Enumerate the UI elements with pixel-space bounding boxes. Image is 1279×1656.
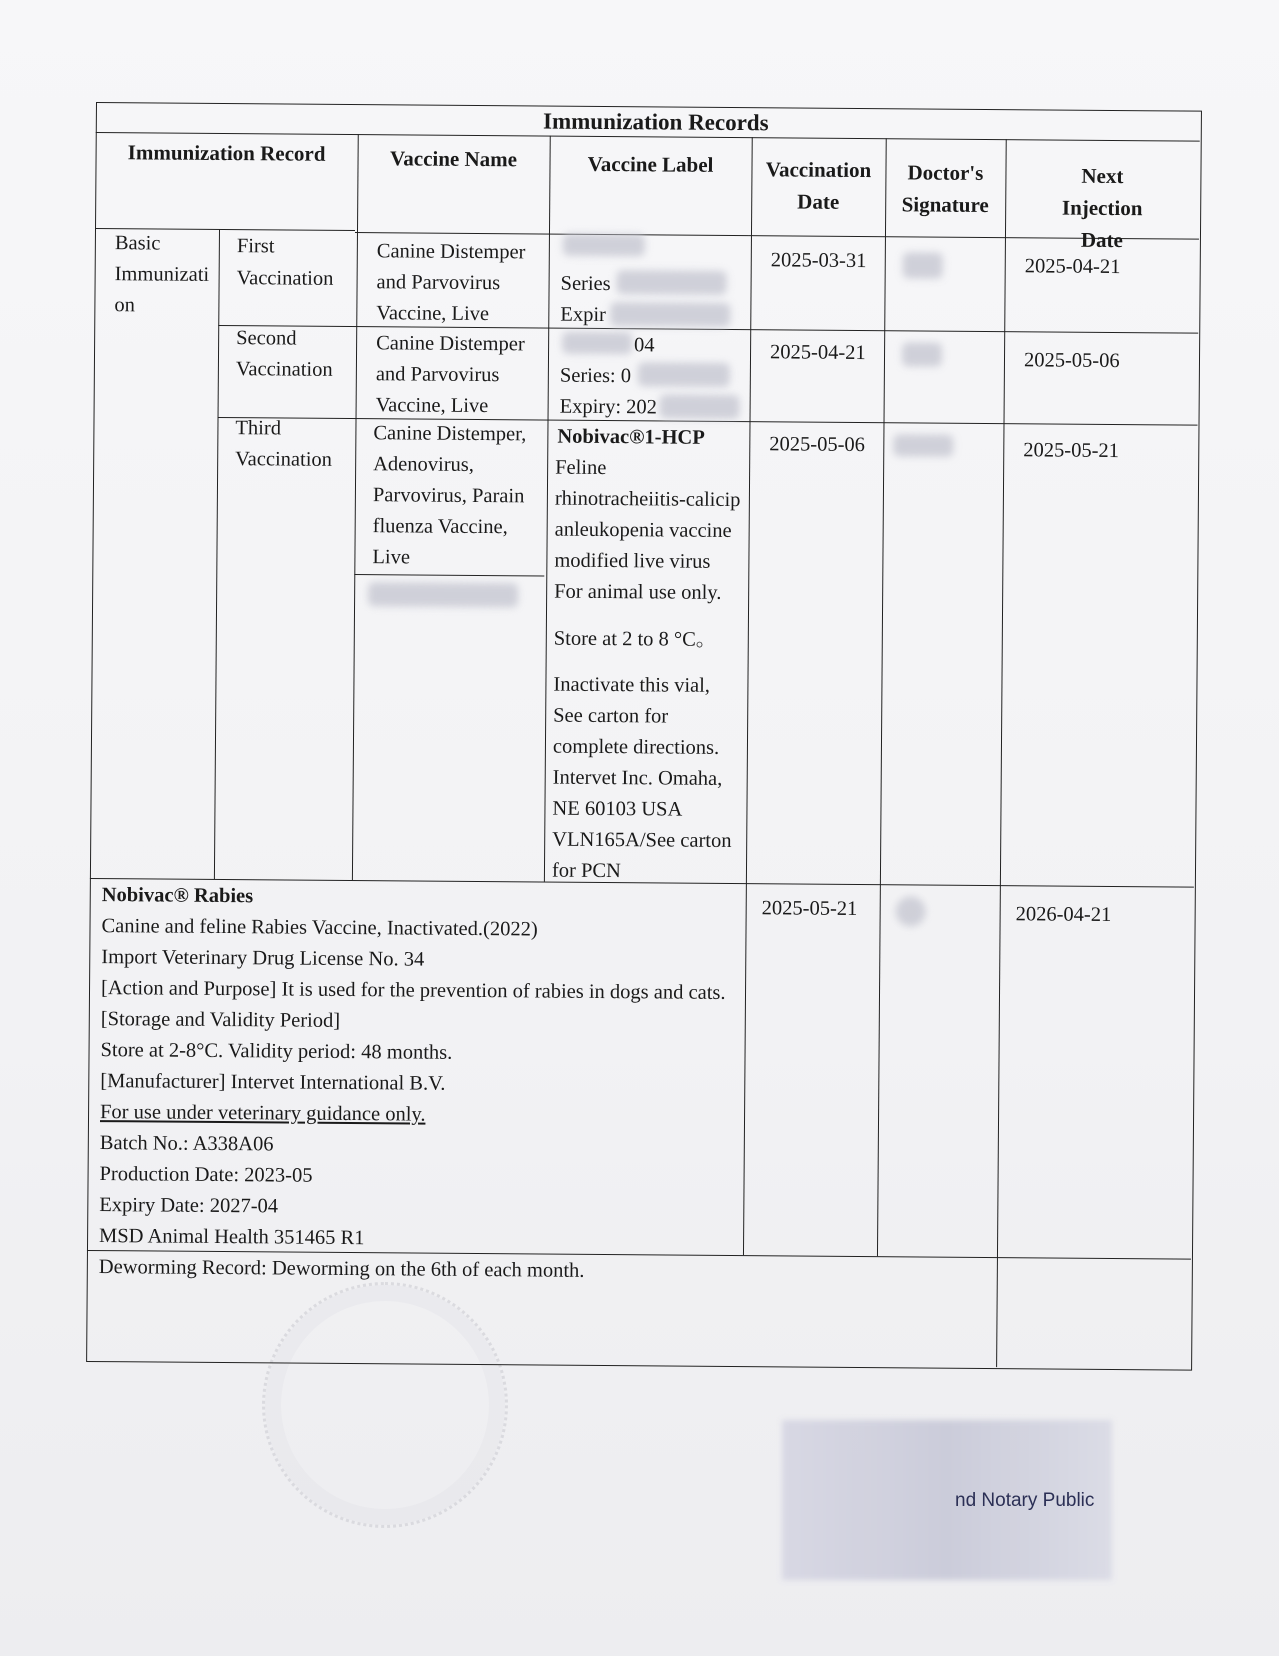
row3-label-3: anleukopenia vaccine <box>554 518 732 543</box>
row3-label-6: Store at 2 to 8 °C。 <box>553 627 717 651</box>
basic-immunization-label-2: Immunizati <box>114 263 210 286</box>
row3-label-5: For animal use only. <box>554 580 722 604</box>
basic-immunization-label-3: on <box>114 294 135 317</box>
row1-vaccination-date: 2025-03-31 <box>770 249 867 273</box>
header-next-injection-line3: Date <box>1080 227 1124 253</box>
redacted-signature-row3 <box>893 434 953 456</box>
immunization-document <box>86 102 1202 1371</box>
rabies-line-3: [Action and Purpose] It is used for the prevention of rabies in dogs and cats. <box>100 977 726 1004</box>
row2-vaccine-name-2: and Parvovirus <box>375 363 500 387</box>
header-vaccination-date-line2: Date <box>797 189 840 214</box>
row3-label-7: Inactivate this vial, <box>553 673 711 697</box>
rabies-vaccination-date: 2025-05-21 <box>761 897 858 921</box>
row2-label-expiry: Expiry: 202 <box>559 395 658 419</box>
row3-label-4: modified live virus <box>554 549 711 573</box>
row3-label-10: Intervet Inc. Omaha, <box>552 766 723 790</box>
deworming-record: Deworming Record: Deworming on the 6th of each month. <box>98 1256 585 1282</box>
rabies-title: Nobivac® Rabies <box>101 884 254 908</box>
row1-vaccine-name-3: Vaccine, Live <box>376 302 490 326</box>
stage-first-line2: Vaccination <box>236 267 334 290</box>
header-doctor-signature-line2: Signature <box>901 192 989 218</box>
redacted-vaccine-name-row3 <box>368 582 518 607</box>
row3-next-injection: 2025-05-21 <box>1023 439 1120 463</box>
row3-label-1: Feline <box>555 456 607 480</box>
row3-label-title: Nobivac®1-HCP <box>557 425 705 449</box>
redacted-signature-row1 <box>903 252 943 278</box>
rabies-line-5: Store at 2-8°C. Validity period: 48 months. <box>100 1039 453 1064</box>
rabies-guidance: For use under veterinary guidance only. <box>99 1101 426 1126</box>
rabies-production-date: Production Date: 2023-05 <box>99 1163 313 1187</box>
redacted-label-row2a <box>562 332 632 355</box>
rabies-line-4: [Storage and Validity Period] <box>100 1008 341 1032</box>
rabies-msd: MSD Animal Health 351465 R1 <box>99 1225 365 1250</box>
redacted-label-row1c <box>610 302 730 327</box>
row2-vaccine-name-3: Vaccine, Live <box>375 394 489 418</box>
row3-label-12: VLN165A/See carton <box>552 828 732 853</box>
redacted-signature-row2 <box>902 342 942 366</box>
row2-vaccination-date: 2025-04-21 <box>769 341 866 365</box>
notary-public-text: nd Notary Public <box>955 1490 1095 1511</box>
redacted-label-row2c <box>660 394 740 419</box>
rabies-batch: Batch No.: A338A06 <box>99 1132 274 1156</box>
rabies-next-injection: 2026-04-21 <box>1015 903 1112 926</box>
basic-immunization-label-1: Basic <box>114 232 161 255</box>
row3-label-11: NE 60103 USA <box>552 797 683 821</box>
row2-label-code: 04 <box>634 334 655 357</box>
table-title: Immunization Records <box>543 108 769 136</box>
row2-vaccine-name-1: Canine Distemper <box>376 332 525 356</box>
row3-label-9: complete directions. <box>552 735 720 759</box>
row2-next-injection: 2025-05-06 <box>1023 349 1120 373</box>
row3-vaccine-name-4: fluenza Vaccine, <box>372 515 508 539</box>
row3-vaccination-date: 2025-05-06 <box>769 433 866 457</box>
row3-label-2: rhinotracheiitis-calicip <box>554 487 741 512</box>
row1-label-series: Series <box>560 272 611 296</box>
row1-label-expiry: Expir <box>560 303 606 327</box>
stage-third-line2: Vaccination <box>235 448 333 471</box>
row3-vaccine-name-3: Parvovirus, Parain <box>372 484 525 508</box>
rabies-line-6: [Manufacturer] Intervet International B.V. <box>100 1070 446 1095</box>
redacted-label-row1b <box>617 270 727 295</box>
row3-label-8: See carton for <box>553 704 669 728</box>
rabies-expiry-date: Expiry Date: 2027-04 <box>99 1194 279 1218</box>
stage-third-line1: Third <box>235 417 282 440</box>
redacted-label-row2b <box>638 362 730 387</box>
header-next-injection-line1: Next <box>1081 163 1124 189</box>
redacted-label-row1a <box>563 234 645 257</box>
row1-next-injection: 2025-04-21 <box>1024 255 1121 279</box>
header-vaccine-name: Vaccine Name <box>389 146 518 172</box>
row3-vaccine-name-1: Canine Distemper, <box>373 422 527 446</box>
header-immunization-record: Immunization Record <box>127 140 326 166</box>
stage-first-line1: First <box>236 235 275 258</box>
header-next-injection-line2: Injection <box>1061 195 1143 221</box>
header-doctor-signature-line1: Doctor's <box>907 160 984 185</box>
row1-vaccine-name-1: Canine Distemper <box>376 240 526 264</box>
rabies-line-1: Canine and feline Rabies Vaccine, Inactivated.(2022) <box>101 915 538 941</box>
rabies-line-2: Import Veterinary Drug License No. 34 <box>101 946 425 971</box>
row1-vaccine-name-2: and Parvovirus <box>376 271 501 295</box>
stage-second-line2: Vaccination <box>235 358 333 381</box>
row3-label-13: for PCN <box>551 859 621 883</box>
header-vaccination-date-line1: Vaccination <box>765 157 872 183</box>
header-vaccine-label: Vaccine Label <box>587 151 714 177</box>
row3-vaccine-name-5: Live <box>372 546 411 569</box>
row2-label-series: Series: 0 <box>559 364 632 388</box>
row3-vaccine-name-2: Adenovirus, <box>373 453 475 476</box>
redacted-signature-rabies <box>896 896 926 926</box>
stage-second-line1: Second <box>236 327 297 350</box>
